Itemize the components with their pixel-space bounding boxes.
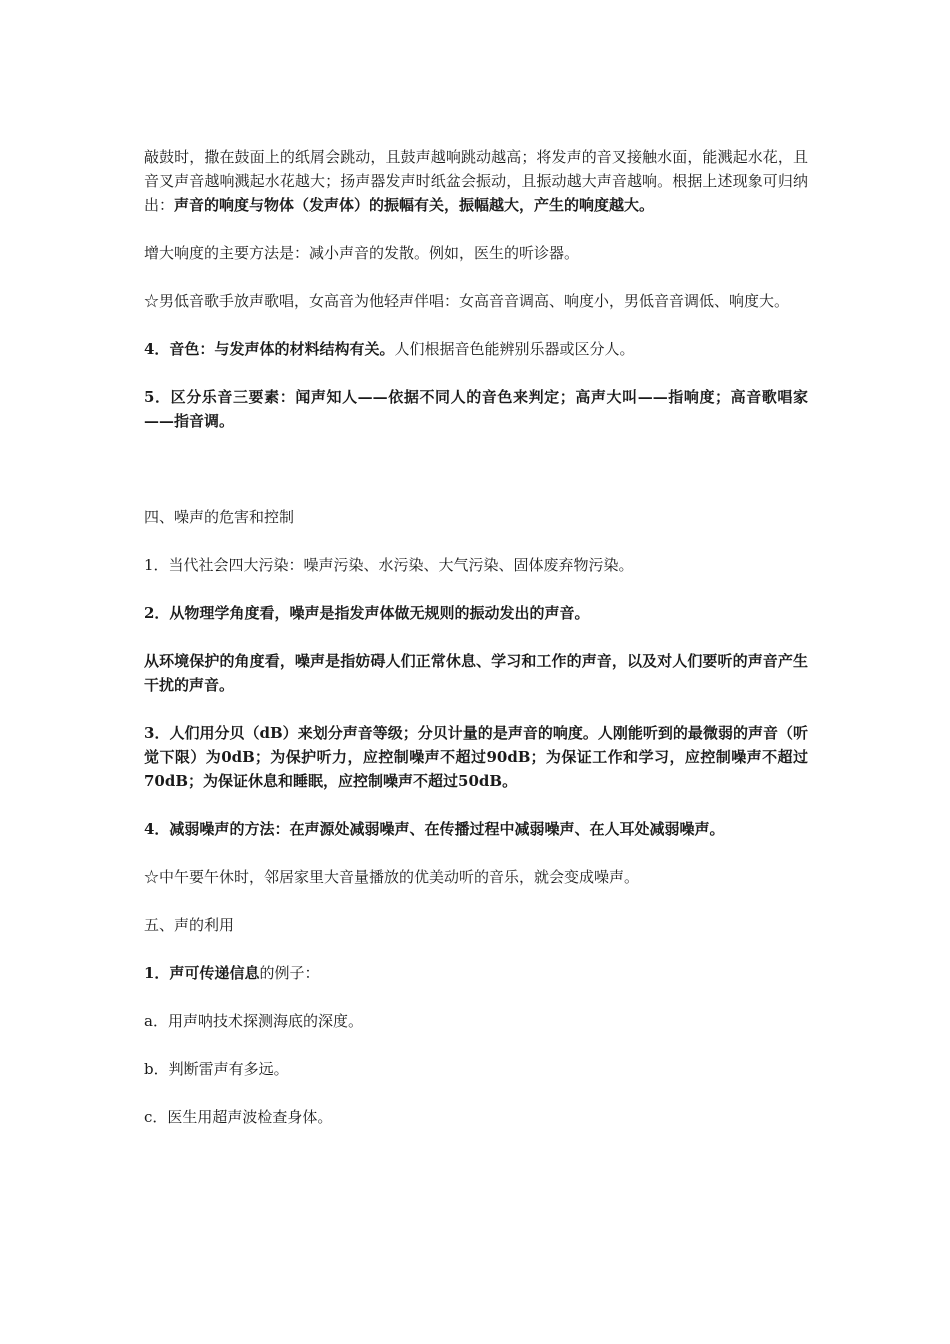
text-normal: 敲鼓时，撒在鼓面上的纸屑会跳动，且鼓声越响跳动越高；将发声的音叉接触水面，能溅起水花，且音叉声音越响溅起水花越大；扬声器发声时纸盆会振动，且振动越大声音越响。根据上述现象可归纳出： (144, 148, 808, 214)
text-bold: 1．声可传递信息 (144, 964, 260, 982)
paragraph-loudness-amplitude (144, 145, 808, 217)
text-bold: 4．音色：与发声体的材料结构有关。 (144, 340, 395, 358)
heading-sound-use-section: 五、声的利用 (144, 916, 235, 934)
paragraph-three-elements: 5．区分乐音三要素：闻声知人——依据不同人的音色来判定；高声大叫——指响度；高音歌唱家——指音调。 (144, 388, 808, 430)
text-bold: 声音的响度与物体（发声体）的振幅有关，振幅越大，产生的响度越大。 (174, 196, 655, 214)
text-normal: 人们根据音色能辨别乐器或区分人。 (394, 340, 635, 358)
paragraph-star-singer: ☆男低音歌手放声歌唱，女高音为他轻声伴唱：女高音音调高、响度小，男低音音调低、响度大。 (144, 292, 790, 310)
document-page (144, 145, 808, 1129)
paragraph-decibel: 3．人们用分贝（dB）来划分声音等级；分贝计量的是声音的响度。人刚能听到的最微弱的声音（听觉下限）为0dB；为保护听力，应控制噪声不超过90dB；为保证工作和学习，应控制噪声不超过70dB；为保证休息和睡眠，应控制噪声不超过50dB。 (144, 724, 808, 790)
paragraph-sound-info (144, 961, 808, 985)
list-item-ultrasound: c．医生用超声波检查身体。 (144, 1108, 333, 1126)
paragraph-star-noon-music: ☆中午要午休时，邻居家里大音量播放的优美动听的音乐，就会变成噪声。 (144, 868, 640, 886)
text-normal: 的例子： (259, 964, 320, 982)
paragraph-increase-loudness: 增大响度的主要方法是：减小声音的发散。例如，医生的听诊器。 (144, 244, 580, 262)
heading-noise-section: 四、噪声的危害和控制 (144, 508, 295, 526)
paragraph-four-pollutions: 1．当代社会四大污染：噪声污染、水污染、大气污染、固体废弃物污染。 (144, 556, 634, 574)
paragraph-reduce-noise: 4．减弱噪声的方法：在声源处减弱噪声、在传播过程中减弱噪声、在人耳处减弱噪声。 (144, 820, 725, 838)
paragraph-timbre (144, 337, 808, 361)
list-item-thunder: b．判断雷声有多远。 (144, 1060, 289, 1078)
paragraph-noise-physics: 2．从物理学角度看，噪声是指发声体做无规则的振动发出的声音。 (144, 604, 590, 622)
paragraph-noise-environment: 从环境保护的角度看，噪声是指妨碍人们正常休息、学习和工作的声音，以及对人们要听的声音产生干扰的声音。 (144, 652, 808, 694)
list-item-sonar: a．用声呐技术探测海底的深度。 (144, 1012, 363, 1030)
